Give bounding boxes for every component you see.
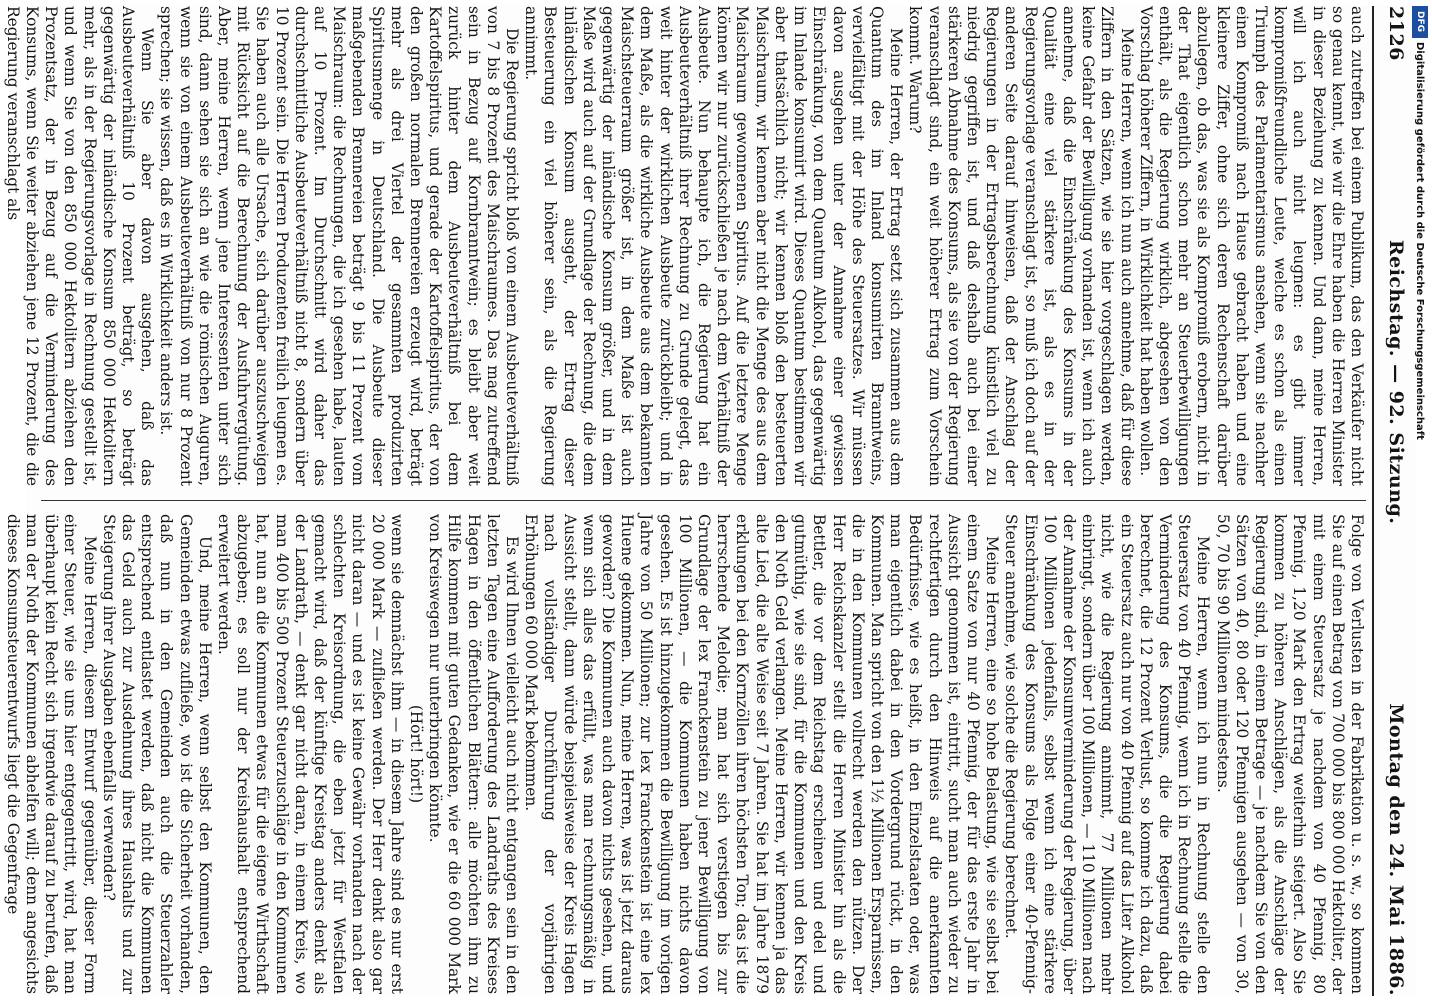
paragraph: Es wird Ihnen vielleicht auch nicht entgangen sein in den letzten Tagen eine Aufforderung des Landraths des Kreises Hagen in den öffentlichen Blättern: alle möchten ihm zu Hilfe kommen mit guten Gedanken, wie er die 60 000 Mark von Kreiswegen nur unterbringen könnte. bbox=[426, 514, 522, 994]
paragraph: Folge von Verlusten in der Fabrikation u. s. w., so kommen Sie auf einen Betrag von 700 000 bis 800 000 Hektoliter, der mit einem Steuersatz je nachdem von 40 Pfennig, 80 Pfennig, 1,20 Mark den Ertrag weiterhin steigert. Also Sie kommen zu höheren Anschlägen, als die Anschläge der Regierung sind, in einem Betrage — je nachdem Sie von den Sätzen von 40, 80 oder 120 Pfennigen ausgehen — von 30, 50, 70 bis 90 Millionen mindestens. bbox=[1213, 514, 1366, 994]
left-column bbox=[3, 6, 1366, 486]
paragraph: Die Regierung spricht bloß von einem Ausbeuteverhältniß von 7 bis 8 Prozent des Maischraumes. Das mag zutreffend sein in Bezug auf Kornbranntwein; es bleibt aber weit zurück hinter dem Ausbeuteverhältniß bei dem Kartoffelspiritus, und gerade der Kartoffelspiritus, der von den großen normalen Brennereien erzeugt wird, beträgt mehr als drei Viertel der gesammten produzirten Spiritusmenge in Deutschland. Die Ausbeute dieser maßgebenden Brennereien beträgt 9 bis 11 Prozent vom Maischraum: die Rechnungen, die ich gesehen habe, lauten auf 10 Prozent. Im Durchschnitt wird daher das durchschnittliche Ausbeuteverhältniß nicht 8, sondern über 10 Prozent sein. Die Herren Produzenten freilich leugnen es. Sie haben auch alle Ursache, sich darüber auszuschweigen mit Rücksicht auf die Berechnung der Ausfuhrvergütung. Aber, meine Herren, wenn jene Interessenten unter sich sind, dann sehen sie sich an wie die römischen Auguren, wenn sie von einem Ausbeuteverhältniß von nur 8 Prozent sprechen; sie wissen, daß es in Wirklichkeit anders ist. bbox=[157, 6, 522, 486]
running-head bbox=[1376, 6, 1416, 996]
dfg-logo: DFG bbox=[1412, 6, 1428, 38]
paragraph: Meine Herren, diesem Entwurf gegenüber, dieser Form einer Steuer, wie sie uns hier entgegentritt, wird, hat man überhaupt kein Recht sich irgendwie darauf zu berufen, daß man der Noth der Kommunen abhelfen will; denn angesichts dieses Konsumsteuerentwurfs liegt die Gegenfrage bbox=[3, 514, 99, 994]
paragraph: Meine Herren, wenn ich nun in Rechnung stelle den Steuersatz von 40 Pfennig, wenn ich in Rechnung stelle die Verminderung des Konsums, die die Regierung dabei berechnet, die 12 Prozent Verlust, so komme ich dazu, daß ein Steuersatz auch nur von 40 Pfennig auf das Liter Alkohol nicht, wie die Regierung annimmt, 77 Millionen mehr einbringt, sondern über 100 Millionen, — 110 Millionen nach der Annahme der Konsumverminderung der Regierung, über 100 Millionen jedenfalls, selbst wenn ich eine stärkere Einschränkung des Konsums als Folge einer 40-Pfennig-Steuer annehme, wie solche die Regierung berechnet. bbox=[1002, 514, 1213, 994]
page-number: 2126 bbox=[1385, 6, 1407, 61]
paragraph: Meine Herren, der Ertrag setzt sich zusammen aus dem Quantum des im Inland konsumirten Branntweins, vervielfältigt mit der Höhe des Steuersatzes. Wir müssen davon ausgehen unter der Annahme einer gewissen Einschränkung, von dem Quantum Alkohol, das gegenwärtig im Inlande konsumirt wird. Dieses Quantum bestimmen wir aber thatsächlich nicht; wir kennen bloß den besteuerten Maischraum, wir kennen aber nicht die Menge des aus dem Maischraum gewonnenen Spiritus. Auf die letztere Menge können wir nur zurückschließen je nach dem Verhältniß der Ausbeute. Nun behaupte ich, die Regierung hat ein Ausbeuteverhältniß ihrer Rechnung zu Grunde gelegt, das weit hinter der wirklichen Ausbeute zurückbleibt; und in dem Maße, als die wirkliche Ausbeute aus dem bekannten Maischsteuerraum größer ist, in dem Maße ist auch gegenwärtig der inländische Konsum größer, und in dem Maße wird auch auf der Grundlage der Rechnung, die dem inländischen Konsum ausgeht, der Ertrag dieser Besteuerung ein viel höherer sein, als die Regierung annimmt. bbox=[522, 6, 906, 486]
header-rule bbox=[1372, 6, 1374, 996]
paragraph: Meine Herren, eine so hohe Belastung, wie sie selbst bei einem Satze von nur 40 Pfennig, der für das erste Jahr in Aussicht genommen ist, eintritt, sucht man auch wieder zu rechtfertigen durch den Hinweis auf die anerkannten Bedürfnisse, wie es heißt, in den Einzelstaaten oder, was man eigentlich dabei in den Vordergrund rückt, in den Kommunen. Man spricht von den 1½ Millionen Ersparnissen, die in den Kommunen vollrecht werden den nützen. Der Herr Reichskanzler stellt die Herren Minister hin als die Bettler, die vor dem Reichstag erscheinen und edel und gutmüthig, wie sie sind, für die Kommunen und den Kreis den Noth Geld verlangen. Meine Herren, wir kennen ja das alte Lied, die alte Weise seit 7 Jahren. Sie hat im Jahre 1879 erklungen bei den Kornzöllen ihren höchsten Ton; das ist die herrschende Melodie; man hat sich verstiegen bis zur Grundlage der lex Franckenstein zu jener Bewilligung von 100 Millionen, — die Kommunen haben nichts davon gesehen. Es ist hinzugekommen die Bewilligung im vorigen Jahre von 50 Millionen; zur lex Franckenstein ist eine lex Huene gekommen. Nun, meine Herren, was ist jetzt daraus geworden? Die Kommunen auch davon nichts gesehen, und wenn sich alles das erfüllt, was man rechnungsmäßig in Aussicht stellt, dann würde beispielsweise der Kreis Hagen nach vollständiger Durchführung der vorjährigen Erhöhungen 60 000 Mark bekommen. bbox=[522, 514, 1002, 994]
paragraph: auch zutreffen bei einem Publikum, das den Verkäufer nicht so genau kennt, wie wir die Ehre haben die Herren Minister in dieser Beziehung zu kennen. Und dann, meine Herren, will ich auch nicht leugnen: es gibt immer kompromißfreundliche Leute, welche es schon als einen Triumph des Parlamentarismus ansehen, wenn sie nachher einen Kompromiß nach Hause gebracht haben und eine kleinere Ziffer, ohne sich deren Rechenschaft darüber abzulegen, ob das, was sie als Kompromiß erobern, nicht in der That eigentlich schon mehr an Steuerbewilligungen enthält, als die Regierung wirklich, abgesehen von den Vorschlag höherer Ziffern, in Wirklichkeit hat haben wollen. bbox=[1136, 6, 1366, 486]
column-divider bbox=[41, 500, 1366, 501]
digitization-credit bbox=[1412, 6, 1428, 996]
paragraph: Wenn Sie aber davon ausgehen, daß das Ausbeuteverhältniß 10 Prozent beträgt, so beträgt gegenwärtig der inländische Konsum 850 000 Hektolitern mehr, als in der Regierungsvorlage in Rechnung gestellt ist, und wenn Sie von den 850 000 Hektolitern abziehen den Prozentsatz, der in Bezug auf die Verminderung des Konsums, wenn Sie weiter abziehen jene 12 Prozent, die die Regierung veranschlagt als bbox=[3, 6, 157, 486]
dfg-credit-text: Digitalisierung gefördert durch die Deutsche Forschungsgemeinschaft bbox=[1414, 42, 1425, 440]
interjection: (Hört! hört!) bbox=[407, 704, 426, 804]
paragraph: Und, meine Herren, wenn selbst den Kommunen, den Gemeinden etwas zufließe, wo ist die Sicherheit vorhanden, daß nun in den Gemeinden auch die Steuerzahler entsprechend entlastet werden, daß nicht die Kommunen das Geld auch zur Ausdehnung ihres Haushalts und zur Steigerung ihrer Ausgaben ebenfalls verwenden? bbox=[99, 514, 214, 994]
newspaper-page bbox=[3, 6, 1416, 996]
paragraph: wenn sie demnächst ihm — in diesem Jahre sind es nur erst 20 000 Mark — zufließen werden. Der Herr denkt also gar nicht daran — und es ist keine Gewähr vorhanden nach der schlechten Kreisordnung, die eben jetzt für Westfalen gemacht wird, daß der künftige Kreistag anders denkt als der Landrath, — denkt gar nicht daran, in einem Kreis, wo man 400 bis 500 Prozent Steuerzuschläge in den Kommunen hat, nun an die Kommunen etwas für die eigene Wirthschaft abzugeben; es soll nur der Kreishaushalt entsprechend erweitert werden. bbox=[215, 514, 406, 994]
paragraph: Meine Herren, wenn ich nun auch annehme, daß für diese Ziffern in den Sätzen, wie sie hier vorgeschlagen werden, keine Gefahr der Bewilligung vorhanden ist, wenn ich auch annehme, daß die Einschränkung des Konsums in der Qualität eine viel stärkere ist, als es in der Regierungsvorlage veranschlagt ist, so muß ich doch auf der anderen Seite darauf hinweisen, daß der Anschlag der Regierungen in der Ertragsberechnung künstlich viel zu niedrig gegriffen ist, und daß deshalb auch bei einer stärkeren Abnahme des Konsums, als sie von der Regierung veranschlagt sind, ein weit höherer Ertrag zum Vorschein kommt. Warum? bbox=[906, 6, 1136, 486]
right-column bbox=[3, 514, 1366, 994]
session-date: Montag den 24. Mai 1886. bbox=[1385, 703, 1407, 996]
session-title: Reichstag. — 92. Sitzung. bbox=[1385, 239, 1407, 525]
